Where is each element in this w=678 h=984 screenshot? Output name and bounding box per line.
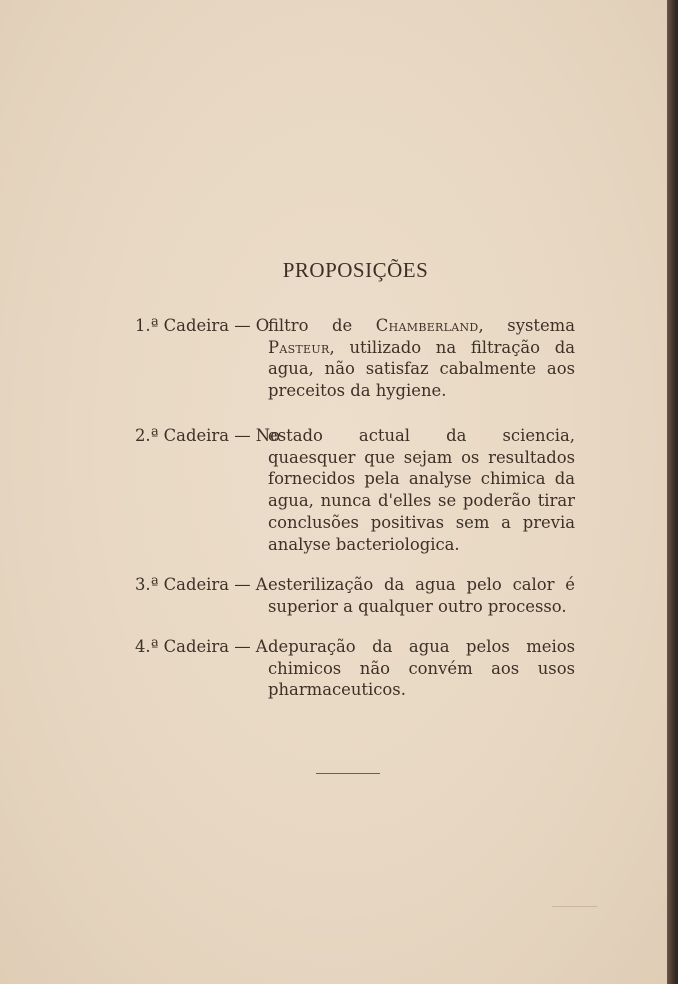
proposition-1-text-c: , utilizado na filtração da agua, não satisfaz cabalmente aos preceitos da hygiene. — [268, 337, 575, 401]
proposition-3-text: esterilização da agua pelo calor é superior a qualquer outro processo. — [268, 575, 575, 616]
proposition-3 — [135, 574, 575, 617]
proposition-1-text — [268, 315, 575, 402]
proposition-3-label: 3.ª Cadeira — A — [135, 575, 268, 594]
proposition-2-text: estado actual da sciencia, quaesquer que sejam os resultados fornecidos pela analyse chimica da agua, nunca d'elles se poderão tirar conclusões positivas sem a previa analyse bacteriologica. — [268, 426, 575, 554]
proposition-4 — [135, 636, 575, 701]
proposition-1-name-pasteur: Pasteur — [268, 337, 330, 357]
closing-rule — [316, 773, 380, 774]
proposition-1-label: 1.ª Cadeira — O — [135, 316, 270, 335]
page-heading: PROPOSIÇÕES — [282, 258, 429, 282]
proposition-1-text-b: , systema — [478, 316, 575, 335]
proposition-2-label: 2.ª Cadeira — No — [135, 426, 281, 445]
proposition-2 — [135, 425, 575, 555]
paper-smudge — [552, 906, 597, 907]
proposition-1-name-chamberland: Chamberland — [375, 316, 479, 335]
proposition-1-text-a: filtro de — [268, 316, 376, 335]
proposition-4-text: depuração da agua pelos meios chimicos não convém aos usos pharmaceuticos. — [268, 637, 575, 700]
book-spine-edge — [667, 0, 678, 984]
proposition-1 — [135, 315, 575, 402]
proposition-4-label: 4.ª Cadeira — A — [135, 637, 268, 656]
